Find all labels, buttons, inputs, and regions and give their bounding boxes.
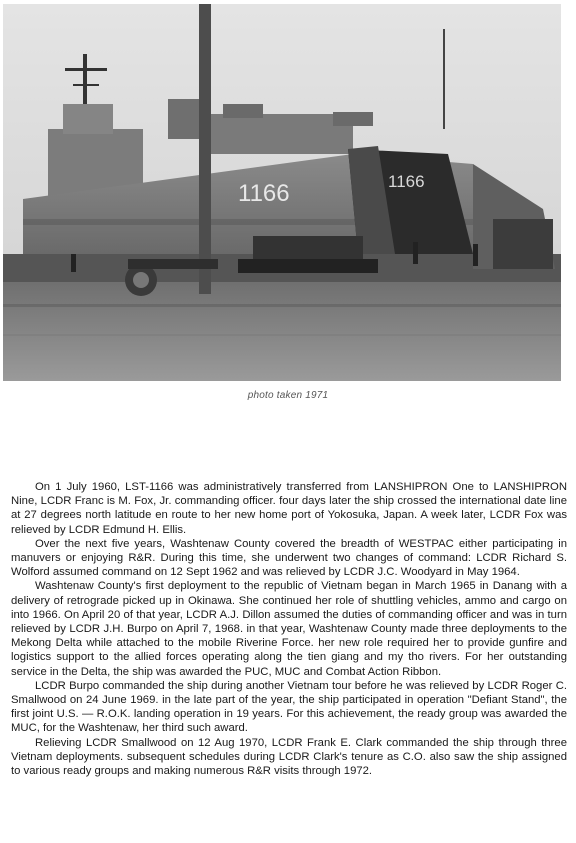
hull-number-bow: 1166	[388, 172, 425, 191]
paragraph-2: Over the next five years, Washtenaw County covered the breadth of WESTPAC either participating in manuvers or enjoying R&R. During this time, she underwent two changes of command: LCDR Richard S. Wolford assumed command on 12 Sept 1962 and was relieved by LCDR J.C. Woodyard in May 1964.	[11, 537, 567, 579]
history-text	[11, 480, 567, 778]
paragraph-5: Relieving LCDR Smallwood on 12 Aug 1970, LCDR Frank E. Clark commanded the ship through three Vietnam deployments. subsequent schedules during LCDR Clark's tenure as C.O. also saw the ship assigned to various ready groups and making numerous R&R visits through 1972.	[11, 736, 567, 778]
paragraph-4: LCDR Burpo commanded the ship during another Vietnam tour before he was relieved by LCDR Roger C. Smallwood on 24 June 1969. in the late part of the year, the ship participated in operation "Defiant Stand", the first joint U.S. — R.O.K. landing operation in 19 years. For this achievement, the ready group was awarded the MUC, for the Washtenaw, her third such award.	[11, 679, 567, 735]
ship-photo	[3, 4, 561, 381]
hull-number-side: 1166	[238, 180, 290, 207]
ship-photo-image	[3, 4, 561, 381]
paragraph-3: Washtenaw County's first deployment to the republic of Vietnam began in March 1965 in Danang with a delivery of retrograde picked up in Okinawa. She continued her role of shuttling vehicles, ammo and cargo on into 1966. On April 20 of that year, LCDR A.J. Dillon assumed the duties of commanding officer and was in turn relieved by LCDR J.H. Burpo on April 7, 1968. in that year, Washtenaw County made three deployments to the Mekong Delta while attached to the mobile Riverine Force. her new role required her to provide gunfire and logistics support to the allied forces operating along the tien giang and my tho rivers. For her outstanding service in the Delta, the ship was awarded the PUC, MUC and Combat Action Ribbon.	[11, 580, 567, 678]
photo-caption: photo taken 1971	[247, 390, 329, 401]
paragraph-1: On 1 July 1960, LST-1166 was administratively transferred from LANSHIPRON One to LANSHIPRON Nine, LCDR Franc is M. Fox, Jr. commanding officer. four days later the ship crossed the international date line at 27 degrees north latitude en route to her new home port of Yokosuka, Japan. A week later, LCDR Fox was relieved by LCDR Edmund H. Ellis.	[11, 481, 567, 536]
